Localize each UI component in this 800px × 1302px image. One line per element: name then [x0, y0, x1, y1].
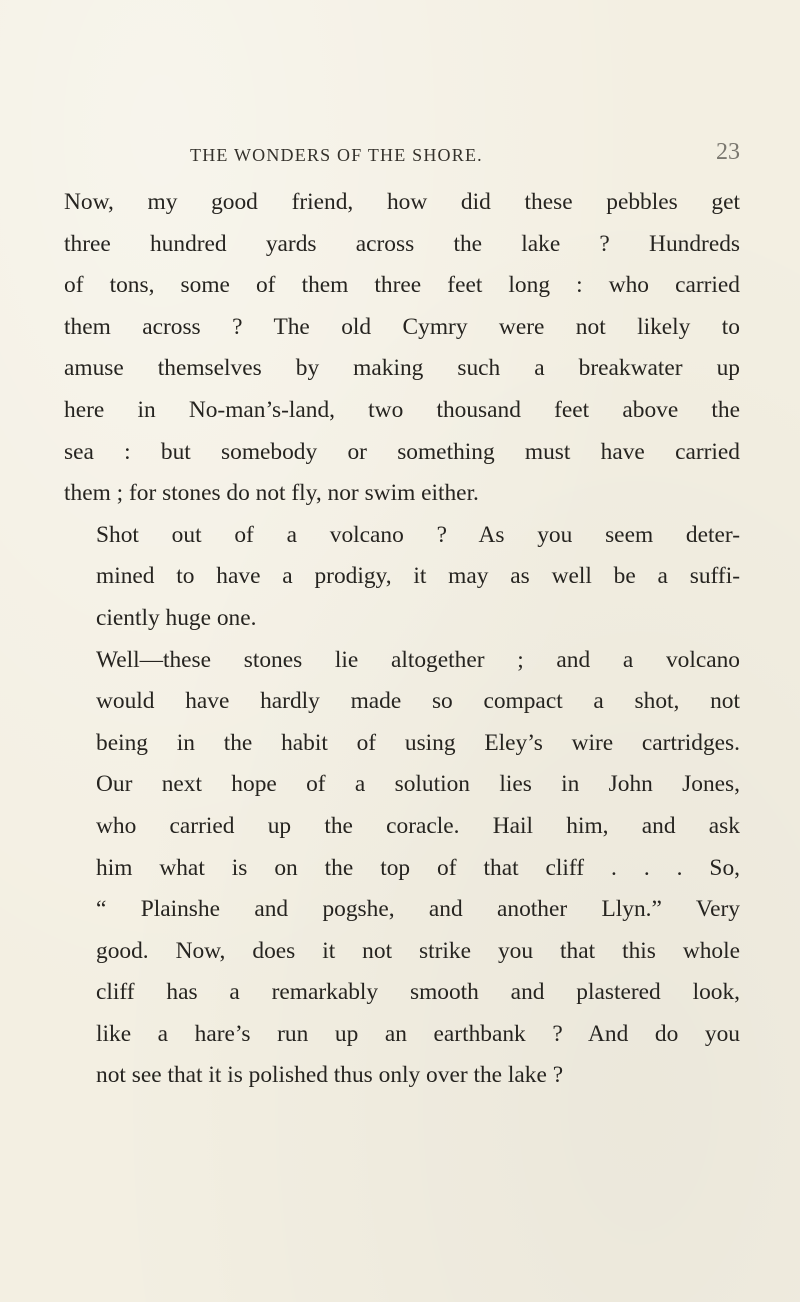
- paragraph-2: [64, 515, 740, 640]
- text-line: Our next hope of a solution lies in John Jones,: [96, 771, 740, 798]
- text-line: here in No-man’s-land, two thousand feet above the: [64, 396, 740, 423]
- text-line: mined to have a prodigy, it may as well be a suffi-: [96, 563, 740, 590]
- text-line: “ Plainshe and pogshe, and another Llyn.” Very: [96, 896, 740, 923]
- text-line: would have hardly made so compact a shot, not: [96, 688, 740, 715]
- text-line: ciently huge one.: [96, 604, 257, 631]
- text-line: like a hare’s run up an earthbank ? And do you: [96, 1020, 740, 1047]
- text-line: being in the habit of using Eley’s wire cartridges.: [96, 729, 740, 756]
- text-line: cliff has a remarkably smooth and plastered look,: [96, 979, 740, 1006]
- text-line: Now, my good friend, how did these pebbles get: [64, 189, 740, 215]
- text-line: not see that it is polished thus only over the lake ?: [96, 1062, 564, 1089]
- page-number: 23: [716, 139, 740, 165]
- body-text: [64, 182, 740, 1097]
- text-line: sea : but somebody or something must have carried: [64, 438, 740, 465]
- text-line: him what is on the top of that cliff . . . So,: [96, 854, 740, 881]
- text-line: Well—these stones lie altogether ; and a volcano: [96, 646, 740, 673]
- running-head: [64, 139, 740, 173]
- text-line: Shot out of a volcano ? As you seem deter-: [96, 521, 740, 548]
- text-line: them across ? The old Cymry were not likely to: [64, 313, 740, 340]
- text-line: who carried up the coracle. Hail him, and ask: [96, 812, 740, 839]
- text-line: them ; for stones do not fly, nor swim either.: [64, 480, 479, 507]
- text-line: amuse themselves by making such a breakwater up: [64, 355, 740, 382]
- running-title: THE WONDERS OF THE SHORE.: [190, 145, 483, 165]
- paragraph-3: [64, 640, 740, 1098]
- paragraph-1: [64, 182, 740, 515]
- text-line: of tons, some of them three feet long : who carried: [64, 272, 740, 299]
- text-line: good. Now, does it not strike you that this whole: [96, 937, 740, 964]
- text-line: three hundred yards across the lake ? Hundreds: [64, 230, 740, 257]
